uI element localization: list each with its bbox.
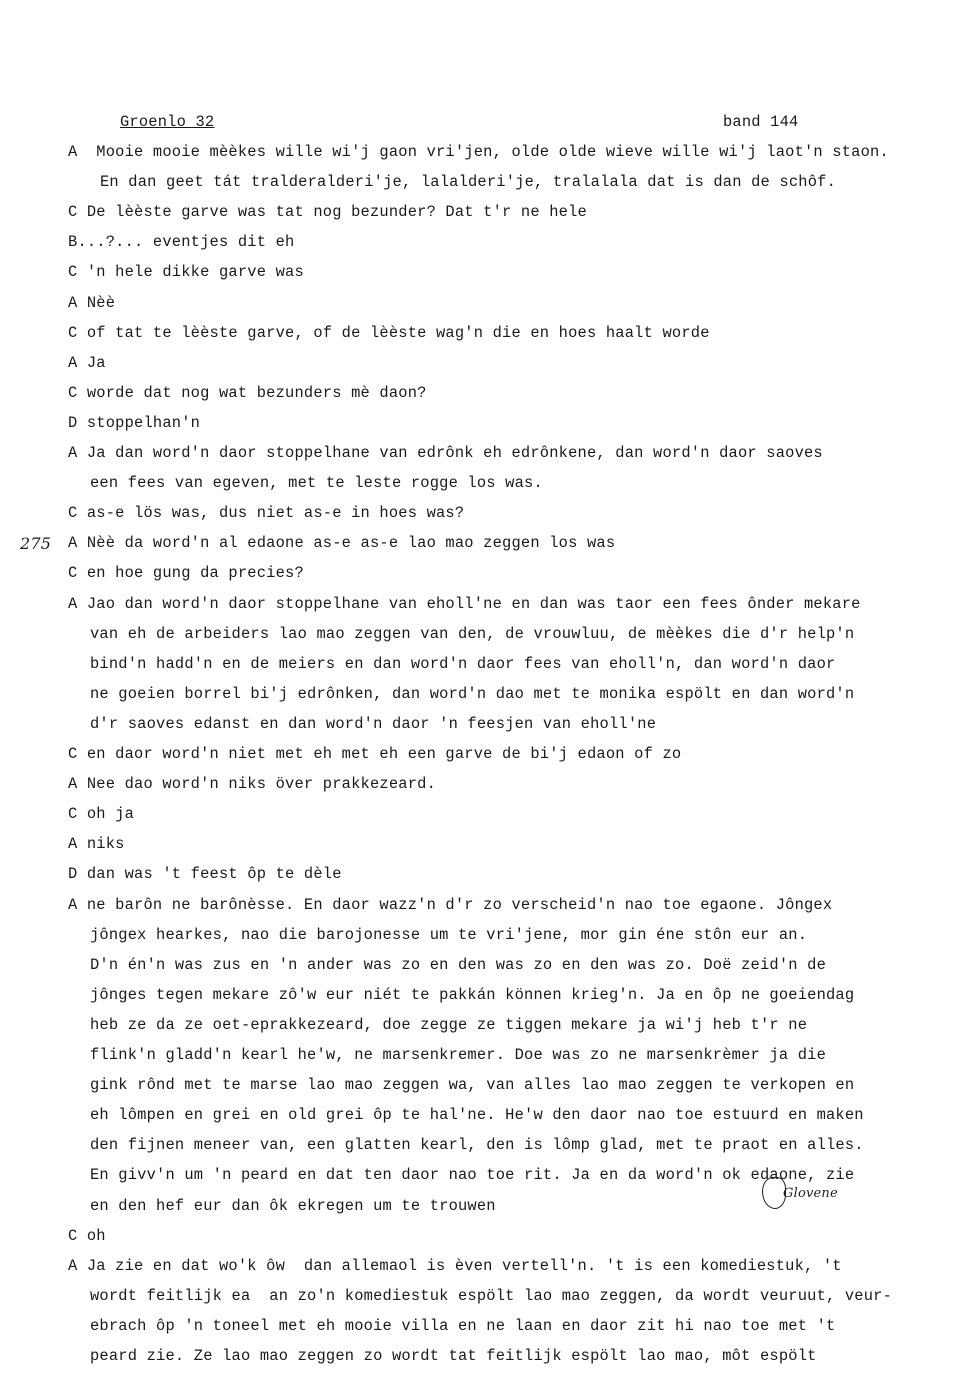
transcript-line: B...?... eventjes dit eh	[68, 233, 295, 252]
transcript-line: ebrach ôp 'n toneel met eh mooie villa en ne laan en daor zit hi nao toe met 't	[90, 1316, 836, 1335]
header-band: band 144	[723, 113, 799, 131]
transcript-line: ne goeien borrel bi'j edrônken, dan word'n dao met te monika espölt en dan word'n	[90, 684, 855, 703]
transcript-line: A Ja	[68, 353, 106, 372]
transcript-line: gink rônd met te marse lao mao zeggen wa, van alles lao mao zeggen te verkopen en	[90, 1076, 855, 1095]
transcript-line: jônges tegen mekare zô'w eur niét te pakkán können krieg'n. Ja en ôp ne goeiendag	[90, 985, 855, 1004]
header-place: Groenlo 32	[120, 113, 215, 131]
transcript-line: D dan was 't feest ôp te dèle	[68, 865, 342, 884]
transcript-line: C De lèèste garve was tat nog bezunder? Dat t'r ne hele	[68, 203, 587, 222]
transcript-line: A Ja dan word'n daor stoppelhane van edrônk eh edrônkene, dan word'n daor saoves	[68, 444, 823, 462]
transcript-line: A Nee dao word'n niks över prakkezeard.	[68, 775, 436, 794]
transcript-line: A Mooie mooie mèèkes wille wi'j gaon vri'jen, olde olde wieve wille wi'j laot'n staon.	[68, 143, 889, 161]
transcript-line: eh lômpen en grei en old grei ôp te hal'ne. He'w den daor nao toe estuurd en maken	[90, 1106, 864, 1125]
transcript-line: A Nèè da word'n al edaone as-e as-e lao mao zeggen los was	[68, 534, 616, 553]
transcript-line: een fees van egeven, met te leste rogge los was.	[90, 474, 543, 493]
transcript-line: jôngex hearkes, nao die barojonesse um te vri'jene, mor gin éne stôn eur an.	[90, 925, 808, 944]
transcript-line: en den hef eur dan ôk ekregen um te trouwen	[90, 1196, 496, 1215]
transcript-line: C 'n hele dikke garve was	[68, 263, 304, 282]
transcript-line: van eh de arbeiders lao mao zeggen van den, de vrouwluu, de mèèkes die d'r help'n	[90, 624, 855, 643]
transcript-line: A ne barôn ne barônèsse. En daor wazz'n d'r zo verscheid'n nao toe egaone. Jôngex	[68, 895, 833, 914]
transcript-line: A Nèè	[68, 293, 116, 312]
transcript-line: A niks	[68, 835, 125, 854]
transcript-line: flink'n gladd'n kearl he'w, ne marsenkremer. Doe was zo ne marsenkrèmer ja die	[90, 1046, 826, 1064]
transcript-line: heb ze da ze oet-eprakkezeard, doe zegge ze tiggen mekare ja wi'j heb t'r ne	[90, 1015, 808, 1034]
transcript-line: C oh	[68, 1226, 106, 1245]
transcript-line: bind'n hadd'n en de meiers en dan word'n daor fees van eholl'n, dan word'n daor	[90, 654, 836, 673]
transcript-line: D'n én'n was zus en 'n ander was zo en den was zo en den was zo. Doë zeid'n de	[90, 955, 826, 974]
transcript-line: C as-e lös was, dus niet as-e in hoes was?	[68, 504, 465, 523]
transcript-line: D stoppelhan'n	[68, 413, 201, 432]
margin-line-number: 275	[20, 534, 52, 553]
transcript-line: peard zie. Ze lao mao zeggen zo wordt tat feitlijk espölt lao mao, môt espölt	[90, 1347, 817, 1365]
transcript-line: C en hoe gung da precies?	[68, 564, 304, 583]
transcript-line: den fijnen meneer van, een glatten kearl, den is lômp glad, met te praot en alles.	[90, 1136, 864, 1155]
transcript-line: wordt feitlijk ea an zo'n komediestuk espölt lao mao zeggen, da wordt veuruut, veur-	[90, 1286, 893, 1305]
transcript-line: C oh ja	[68, 805, 135, 824]
transcript-line: En dan geet tát tralderalderi'je, lalalderi'je, tralalala dat is dan de schôf.	[100, 173, 836, 192]
transcript-line: C of tat te lèèste garve, of de lèèste wag'n die en hoes haalt worde	[68, 323, 710, 342]
transcript-line: A Jao dan word'n daor stoppelhane van eholl'ne en dan was taor een fees ônder mekare	[68, 594, 861, 613]
transcript-line: C en daor word'n niet met eh met eh een garve de bi'j edaon of zo	[68, 745, 682, 763]
transcript-line: d'r saoves edanst en dan word'n daor 'n feesjen van eholl'ne	[90, 714, 657, 733]
handwritten-correction: Glovene	[783, 1186, 838, 1201]
transcript-line: C worde dat nog wat bezunders mè daon?	[68, 383, 427, 402]
transcript-line: A Ja zie en dat wo'k ôw dan allemaol is èven vertell'n. 't is een komediestuk, 't	[68, 1256, 842, 1275]
transcript-line: En givv'n um 'n peard en dat ten daor nao toe rit. Ja en da word'n ok edaone, zie	[90, 1166, 855, 1185]
